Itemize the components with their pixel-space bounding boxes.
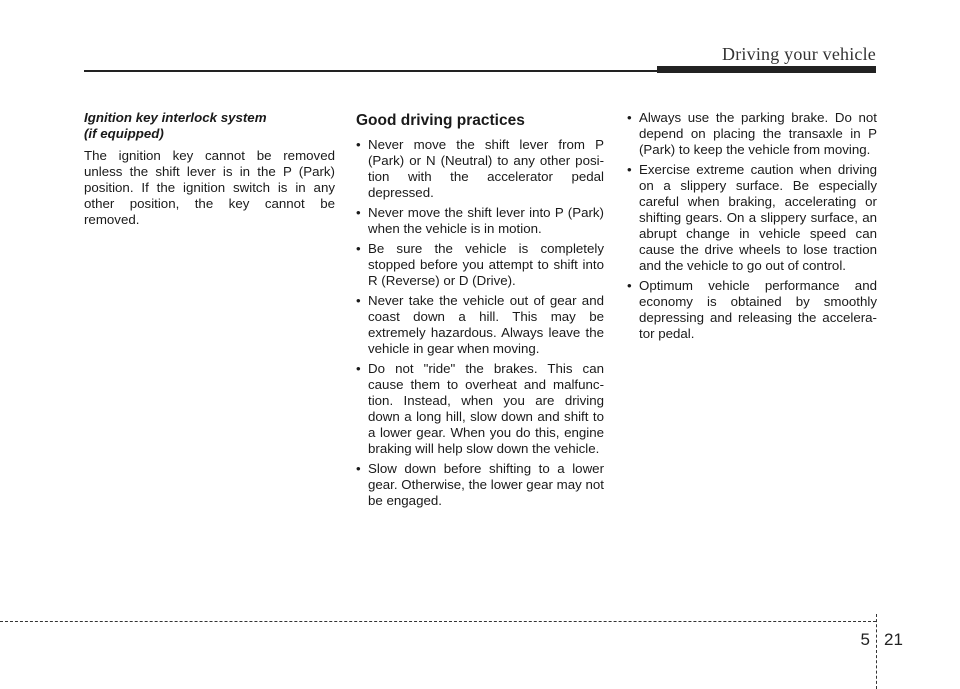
footer-rule <box>0 621 876 622</box>
column-left <box>84 110 335 228</box>
list-item: • Always use the parking brake. Do not depend on placing the transaxle in P (Park) to keep the vehicle from moving. <box>627 110 877 158</box>
driving-practices-list-continued <box>627 110 877 342</box>
list-item: • Do not "ride" the brakes. This can cause them to overheat and malfunc-tion. Instead, when you are driving down a long hill, slow down and shift to a lower gear. When you do this, engine braking will help slow down the vehicle. <box>356 361 604 457</box>
driving-practices-list <box>356 137 604 509</box>
list-item: • Never move the shift lever into P (Park) when the vehicle is in motion. <box>356 205 604 237</box>
subsection-heading-title: Ignition key interlock system <box>84 110 267 125</box>
chapter-number: 5 <box>860 630 870 649</box>
column-right <box>627 110 877 346</box>
list-item: • Slow down before shifting to a lower gear. Otherwise, the lower gear may not be engaged. <box>356 461 604 509</box>
header-rule <box>84 70 659 72</box>
column-middle <box>356 110 604 513</box>
header-rule-accent <box>657 66 876 73</box>
list-item: • Never take the vehicle out of gear and coast down a hill. This may be extremely hazardous. Always leave the vehicle in gear when moving. <box>356 293 604 357</box>
section-title: Driving your vehicle <box>722 44 876 64</box>
list-item: • Exercise extreme caution when driving on a slippery surface. Be especially careful when braking, accelerating or shifting gears. On a slippery surface, an abrupt change in vehicle speed can cause the drive wheels to lose traction and the vehicle to go out of control. <box>627 162 877 274</box>
list-item: • Never move the shift lever from P (Park) or N (Neutral) to any other posi-tion with the accelerator pedal depressed. <box>356 137 604 201</box>
list-item: • Optimum vehicle performance and economy is obtained by smoothly depressing and releasing the accelera-tor pedal. <box>627 278 877 342</box>
subsection-heading <box>84 110 335 142</box>
subsection-heading-note: (if equipped) <box>84 126 164 141</box>
ignition-interlock-text: The ignition key cannot be removed unless the shift lever is in the P (Park) position. If the ignition switch is in any other position, the key cannot be removed. <box>84 148 335 227</box>
section-heading: Good driving practices <box>356 112 525 129</box>
footer-divider <box>876 614 877 689</box>
page-number: 21 <box>884 630 903 649</box>
list-item: • Be sure the vehicle is completely stopped before you attempt to shift into R (Reverse) or D (Drive). <box>356 241 604 289</box>
